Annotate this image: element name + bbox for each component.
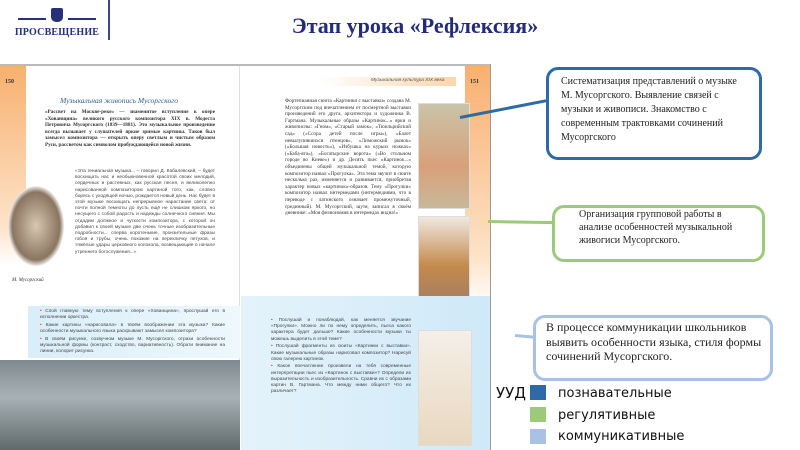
image-border [490, 64, 491, 450]
callout-communicative [533, 315, 773, 381]
question: • Какие картины «нарисовала» в твоём воображении эта музыка? Какие особенности музыкального языка раскрывают замысел композитора? [40, 322, 225, 335]
legend-swatch-cognitive [530, 385, 546, 400]
logo-emblem-icon [51, 8, 63, 22]
kremlin-painting-image [0, 360, 240, 450]
portrait-caption: М. Мусоргский [12, 278, 44, 283]
header-divider [108, 0, 110, 40]
logo-line [18, 18, 46, 20]
question-text: Послушай и понаблюдай, как меняется звучание «Прогулки». Можно ли по нему определить, пьеса какого характера будет дальше? Какие особенности музыки ты можешь выделить в этой теме? [271, 318, 412, 342]
legend-label: коммуникативные [558, 429, 685, 444]
question-list [271, 318, 411, 397]
left-page [0, 66, 240, 450]
body-text: Фортепианная сюита «Картинки с выставки» создана М. Мусоргским под впечатлением от посмертной выставки произведений его друга, архитектора и художника В. Гартмана. Музыкальные образы «Картинок...» ярки и живописны: «Гном», «Старый замок», «Тюильрийский сад» («Ссора детей после игры»), «Балет невылупившихся птенцов», «Лиможский рынок» («Большая новость»), «Избушка на курьих ножках» («Баба-яга»), «Богатырские ворота» («Во стольном городе во Киеве») и др. Десять пьес «Картинок...» объединены общей музыкальной темой, которую композитор назвал «Прогулка». Эта тема звучит в сюите несколько раз, изменяется и развивается, приобретая характер новых «картинок»-образов. Тему «Прогулки» композитор назвал интермедами (интермедиями, что в переводе с латинского означает промежуточный, срединный). М. Мусоргский, шутя, записал в своём дневнике: «Моя физиономия в интермедах видна!» [285, 98, 411, 217]
callout-text: Систематизация представлений о музыке М. Мусоргского. Выявление связей с музыки и живописи. Знакомство с современным трактовками сочинений Мусоргского [561, 76, 737, 143]
question-list [40, 309, 225, 357]
legend-label: познавательные [558, 386, 672, 401]
legend-swatch-communicative [530, 429, 546, 444]
callout-regulatory [552, 205, 765, 262]
running-head: Музыкальная культура XIX века [371, 78, 445, 83]
quote-paragraph: «Эта гениальная музыка... – говорил Д. Кабалевский, – будет восхищать нас и необыкновенной красотой своих мелодий, сердечных и растевных, как русская песня, и великолепно нарисованной композитором картиной того, как, словно борясь с уходящей ночью, рождается новый день. Нас будет в этой музыке восхищать непрерывное нарастание света: от почти полной темноты до пусть ещё не слишком яркого, но несущего с собой радость и надежды солнечного сияния. Мы отдадим должное и чуткости композитора, с которой он добавил к своей музыке две очень точные изобразительные подробности... сперва коротенькие, пронзительные фразы гобоя и трубы, очень похожие на перекличку петухов, и тяжёлые удары церковного колокола, возвещающие о начале утреннего богослужения...» [75, 169, 216, 255]
textbook-spread-image [0, 64, 490, 450]
connector-line [488, 220, 554, 224]
page-number: 151 [470, 79, 479, 85]
question-text: Какое впечатление произвели на тебя современные интерпретации пьес из «Картинок с выставки»? Определи их выразительность и изобразительность. Сравни их с образами картин В. Гартмана. Что между ними общего? Что их различает? [271, 364, 412, 395]
page-heading: Музыкальная живопись Мусоргского [60, 96, 178, 105]
legend-title: УУД [496, 384, 526, 402]
question-text: Какие картины «нарисовала» в твоём воображении эта музыка? Какие особенности музыкального языка раскрывают замысел композитора? [40, 322, 225, 335]
logo-text: ПРОСВЕЩЕНИЕ [14, 27, 100, 38]
question: • Послушай и понаблюдай, как меняется звучание «Прогулки». Можно ли по нему определить, пьеса какого характера будет дальше? Какие особенности музыки ты можешь выделить в этой теме? [271, 318, 412, 342]
legend-swatch-regulatory [530, 407, 546, 422]
publisher-logo [14, 8, 100, 44]
callout-text: В процессе коммуникации школьников выявить особенности языка, стиля формы сочинений Мусоргского. [546, 320, 762, 363]
gartmann-gate-image [418, 103, 470, 209]
question-text: Спой главную тему вступления к опере «Хованщина», прослушай его в исполнении оркестра. [40, 309, 225, 321]
logo-line [68, 18, 96, 20]
callout-text: Организация групповой работы в анализе особенностей музыкальной живогиси Мусоргского. [579, 209, 733, 246]
page-number: 150 [5, 79, 14, 85]
question-text: Послушай фрагменты из сюиты «Картинки с выставки». Какие музыкальные образы нарисовал композитор? Нарисуй свою галерею картинок. [271, 344, 411, 362]
intro-paragraph: «Рассвет на Москве-реке» — знаменитое вступление к опере «Хованщина» великого русского композитора XIX в. Модеста Петровича Мусоргского (1839—1881). Это музыкальное произведение всегда вызывает у слушателей яркие зримые картины. Таков был замысел композитора — открыть оперу светлым и чистым образом Руси, рассветом как символом пробуждающейся новой жизни. [45, 109, 215, 148]
questions-box [28, 306, 240, 358]
portrait-image [8, 186, 64, 266]
slide-title: Этап урока «Рефлексия» [291, 13, 539, 38]
question: • Какое впечатление произвели на тебя современные интерпретации пьес из «Картинок с выставки»? Определи их выразительность и изобразительность. Сравни их с образами картин В. Гартмана. Что между ними общего? Что их различает? [271, 364, 412, 395]
legend-label: регулятивные [558, 408, 656, 423]
ballet-chicks-image [418, 330, 472, 446]
question: • Спой главную тему вступления к опере «Хованщина», прослушай его в исполнении оркестра. [40, 309, 225, 321]
right-page [241, 66, 490, 450]
question: • Послушай фрагменты из сюиты «Картинки с выставки». Какие музыкальные образы нарисовал композитор? Нарисуй свою галерею картинок. [271, 344, 411, 362]
callout-cognitive [546, 67, 762, 160]
question-text: В своём рисунке, созвучном музыке М. Мусоргского, отрази особенности музыкальной формы (контраст, сходство, вариативность). Обрати внимание на линии, колорит рисунка. [40, 336, 225, 355]
question: • В своём рисунке, созвучном музыке М. Мусоргского, отрази особенности музыкальной формы (контраст, сходство, вариативность). Обрати внимание на линии, колорит рисунка. [40, 336, 225, 355]
